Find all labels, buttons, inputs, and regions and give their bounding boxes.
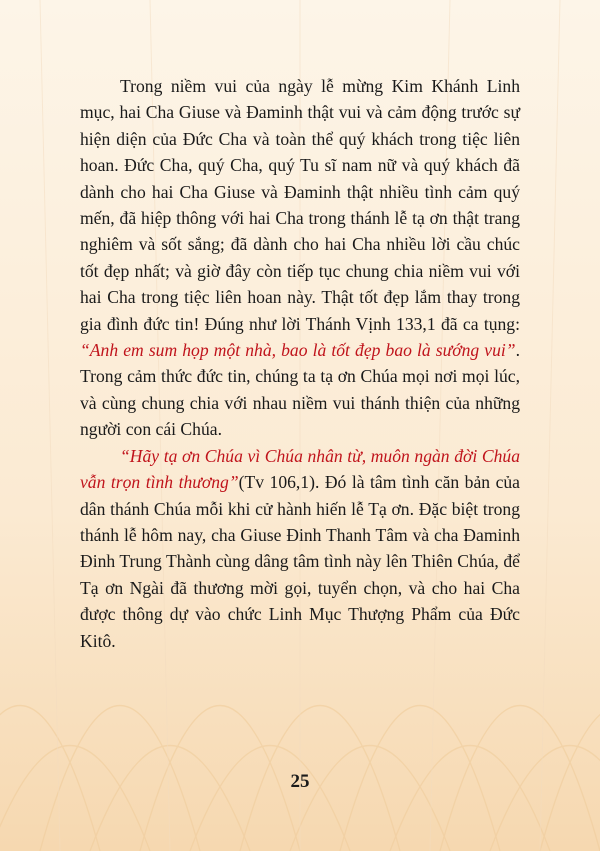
page-number: 25 — [290, 771, 310, 792]
paragraph-2-text: (Tv 106,1). Đó là tâm tình căn bản của dân thánh Chúa mỗi khi cử hành hiến lễ Tạ ơn. Đặc biệt trong thánh lễ hôm nay, cha Giuse Đinh Thanh Tâm và cha Đaminh Đinh Trung Thành cùng dâng tâm tình này lên Thiên Chúa, để Tạ ơn Ngài đã thương mời gọi, tuyển chọn, và cho hai Cha được thông dự vào chức Linh Mục Thượng Phẩm của Đức Kitô. — [80, 472, 520, 651]
psalm-106-quote: “Hãy tạ ơn Chúa vì Chúa nhân từ, muôn ngàn đời Chúa vẫn trọn tình thương” — [80, 445, 520, 493]
body-text — [80, 73, 520, 654]
paragraph-2 — [80, 443, 520, 654]
paragraph-1-continuation: . Trong cảm thức đức tin, chúng ta tạ ơn Chúa mọi nơi mọi lúc, và cùng chung chia với nhau niềm vui thánh thiện của những người con cái Chúa. — [80, 340, 520, 440]
paragraph-1 — [80, 73, 520, 443]
psalm-133-quote: “Anh em sum họp một nhà, bao là tốt đẹp bao là sướng vui” — [80, 340, 516, 361]
paragraph-1-text: Trong niềm vui của ngày lễ mừng Kim Khánh Linh mục, hai Cha Giuse và Đaminh thật vui và cảm động trước sự hiện diện của Đức Cha và toàn thể quý khách trong tiệc liên hoan. Đức Cha, quý Cha, quý Tu sĩ nam nữ và quý khách đã dành cho hai Cha Giuse và Đaminh thật nhiều tình cảm quý mến, đã hiệp thông với hai Cha trong thánh lễ tạ ơn thật trang nghiêm và sốt sắng; đã dành cho hai Cha nhiều lời cầu chúc tốt đẹp nhất; và giờ đây còn tiếp tục chung chia niềm vui với hai Cha trong tiệc liên hoan này. Thật tốt đẹp lắm thay trong gia đình đức tin! Đúng như lời Thánh Vịnh 133,1 đã ca tụng: — [80, 76, 520, 334]
